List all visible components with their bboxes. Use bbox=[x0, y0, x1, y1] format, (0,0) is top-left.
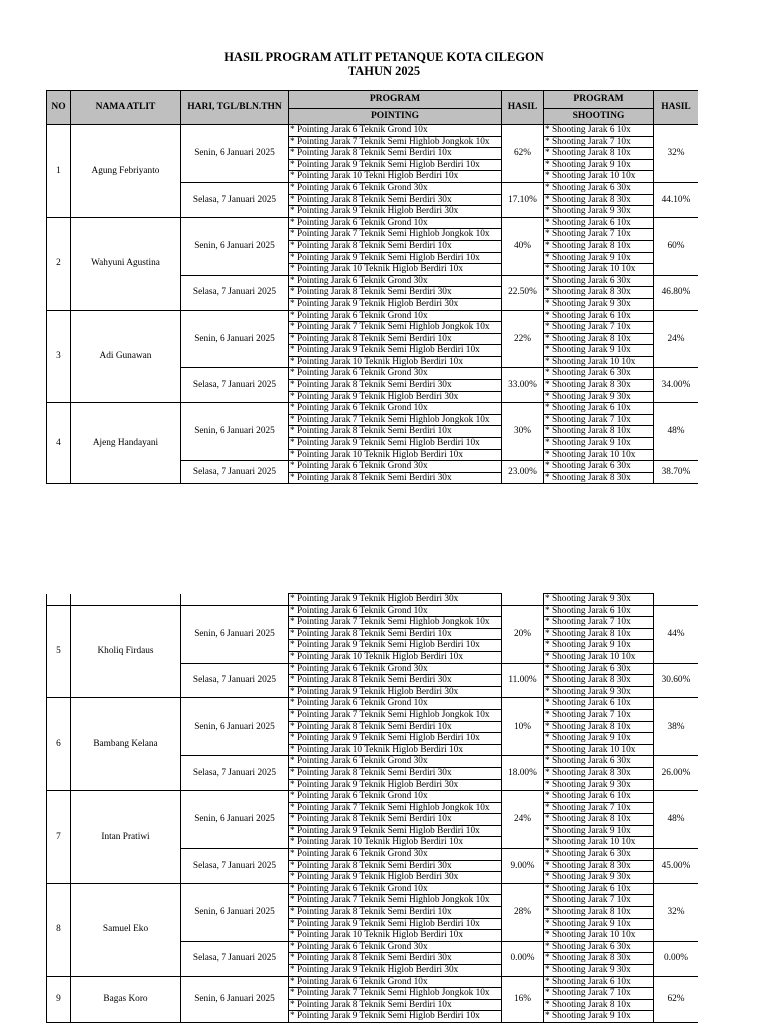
shooting-program-item: * Shooting Jarak 9 10x bbox=[544, 252, 654, 264]
pointing-program-item: * Pointing Jarak 7 Teknik Semi Highlob Jongkok 10x bbox=[289, 617, 502, 629]
session-date: Selasa, 7 Januari 2025 bbox=[181, 182, 289, 217]
session-date: Selasa, 7 Januari 2025 bbox=[181, 275, 289, 310]
shooting-program-item: * Shooting Jarak 6 10x bbox=[544, 883, 654, 895]
pointing-program-item: * Pointing Jarak 8 Teknik Semi Berdiri 10x bbox=[289, 628, 502, 640]
session-date: Senin, 6 Januari 2025 bbox=[181, 698, 289, 756]
document-title: HASIL PROGRAM ATLIT PETANQUE KOTA CILEGON bbox=[224, 50, 544, 64]
shooting-program-item: * Shooting Jarak 6 30x bbox=[544, 461, 654, 473]
session-date: Senin, 6 Januari 2025 bbox=[181, 403, 289, 461]
athlete-name: Ajeng Handayani bbox=[71, 403, 181, 484]
shooting-program-item: * Shooting Jarak 9 30x bbox=[544, 965, 654, 977]
athlete-name: Adi Gunawan bbox=[71, 310, 181, 403]
pointing-program-item: * Pointing Jarak 9 Teknik Higlob Berdiri 30x bbox=[289, 206, 502, 218]
shooting-program-item: * Shooting Jarak 10 10x bbox=[544, 171, 654, 183]
table-row bbox=[47, 791, 699, 803]
athlete-number: 7 bbox=[47, 791, 71, 884]
session-date: Selasa, 7 Januari 2025 bbox=[181, 461, 289, 484]
pointing-program-item: * Pointing Jarak 10 Tekni Higlob Berdiri 10x bbox=[289, 171, 502, 183]
shooting-program-item: * Shooting Jarak 9 10x bbox=[544, 918, 654, 930]
pointing-program-item: * Pointing Jarak 6 Teknik Grond 10x bbox=[289, 605, 502, 617]
pointing-program-item: * Pointing Jarak 8 Teknik Semi Berdiri 30x bbox=[289, 194, 502, 206]
shooting-program-item: * Shooting Jarak 9 30x bbox=[544, 872, 654, 884]
shooting-program-item: * Shooting Jarak 7 10x bbox=[544, 802, 654, 814]
shooting-program-item: * Shooting Jarak 6 10x bbox=[544, 698, 654, 710]
athlete-name: Kholiq Firdaus bbox=[71, 605, 181, 698]
shooting-program-item: * Shooting Jarak 6 30x bbox=[544, 941, 654, 953]
pointing-program-item: * Pointing Jarak 9 Teknik Semi Higlob Berdiri 10x bbox=[289, 733, 502, 745]
shooting-program-item: * Shooting Jarak 9 30x bbox=[544, 206, 654, 218]
shooting-program-item: * Shooting Jarak 8 10x bbox=[544, 721, 654, 733]
shooting-program-item: * Shooting Jarak 8 10x bbox=[544, 814, 654, 826]
pointing-program-item: * Pointing Jarak 6 Teknik Grond 10x bbox=[289, 403, 502, 415]
shooting-program-item: * Shooting Jarak 7 10x bbox=[544, 229, 654, 241]
pointing-program-item: * Pointing Jarak 6 Teknik Grond 10x bbox=[289, 883, 502, 895]
pointing-result: 20% bbox=[502, 605, 544, 663]
table-row bbox=[47, 883, 699, 895]
pointing-result: 28% bbox=[502, 883, 544, 941]
pointing-program-item: * Pointing Jarak 7 Teknik Semi Highlob Jongkok 10x bbox=[289, 322, 502, 334]
shooting-result: 45.00% bbox=[654, 849, 699, 884]
shooting-program-item: * Shooting Jarak 9 30x bbox=[544, 779, 654, 791]
table-row bbox=[47, 125, 699, 137]
shooting-program-item: * Shooting Jarak 10 10x bbox=[544, 449, 654, 461]
session-date: Selasa, 7 Januari 2025 bbox=[181, 849, 289, 884]
table-row bbox=[47, 403, 699, 415]
shooting-program-item: * Shooting Jarak 8 10x bbox=[544, 907, 654, 919]
pointing-program-item: * Pointing Jarak 10 Teknik Higlob Berdiri 10x bbox=[289, 651, 502, 663]
shooting-program-item: * Shooting Jarak 7 10x bbox=[544, 895, 654, 907]
pointing-result: 24% bbox=[502, 791, 544, 849]
pointing-program-item: * Pointing Jarak 6 Teknik Grond 10x bbox=[289, 791, 502, 803]
pointing-program-item: * Pointing Jarak 8 Teknik Semi Berdiri 10x bbox=[289, 240, 502, 252]
shooting-program-item: * Shooting Jarak 7 10x bbox=[544, 322, 654, 334]
header-hasil-pointing: HASIL bbox=[502, 91, 544, 125]
shooting-program-item: * Shooting Jarak 9 30x bbox=[544, 686, 654, 698]
empty-cell bbox=[181, 594, 289, 606]
shooting-program-item: * Shooting Jarak 6 10x bbox=[544, 217, 654, 229]
pointing-program-item: * Pointing Jarak 9 Teknik Semi Higlob Berdiri 10x bbox=[289, 918, 502, 930]
table-row bbox=[47, 698, 699, 710]
athlete-number: 9 bbox=[47, 976, 71, 1022]
session-date: Selasa, 7 Januari 2025 bbox=[181, 368, 289, 403]
pointing-program-item: * Pointing Jarak 9 Teknik Semi Higlob Berdiri 10x bbox=[289, 825, 502, 837]
pointing-result: 40% bbox=[502, 217, 544, 275]
pointing-program-item: * Pointing Jarak 6 Teknik Grond 30x bbox=[289, 663, 502, 675]
pointing-program-item: * Pointing Jarak 8 Teknik Semi Berdiri 10x bbox=[289, 148, 502, 160]
pointing-program-item: * Pointing Jarak 8 Teknik Semi Berdiri 10x bbox=[289, 907, 502, 919]
shooting-program-item: * Shooting Jarak 9 10x bbox=[544, 1011, 654, 1023]
pointing-program-item: * Pointing Jarak 8 Teknik Semi Berdiri 30x bbox=[289, 860, 502, 872]
table-row bbox=[47, 217, 699, 229]
pointing-program-item: * Pointing Jarak 6 Teknik Grond 30x bbox=[289, 368, 502, 380]
results-table-page-2 bbox=[46, 593, 698, 1024]
empty-cell bbox=[71, 594, 181, 606]
shooting-result: 30.60% bbox=[654, 663, 699, 698]
empty-cell bbox=[654, 594, 699, 606]
pointing-result: 22.50% bbox=[502, 275, 544, 310]
shooting-program-item: * Shooting Jarak 8 30x bbox=[544, 287, 654, 299]
pointing-program-item: * Pointing Jarak 10 Teknik Higlob Berdiri 10x bbox=[289, 264, 502, 276]
shooting-program-item: * Shooting Jarak 8 30x bbox=[544, 675, 654, 687]
empty-cell bbox=[47, 594, 71, 606]
shooting-program-item: * Shooting Jarak 10 10x bbox=[544, 930, 654, 942]
shooting-program-item: * Shooting Jarak 6 30x bbox=[544, 275, 654, 287]
session-date: Senin, 6 Januari 2025 bbox=[181, 310, 289, 368]
shooting-program-item: * Shooting Jarak 8 30x bbox=[544, 380, 654, 392]
shooting-program-item: * Shooting Jarak 8 10x bbox=[544, 999, 654, 1011]
pointing-program-item: * Pointing Jarak 8 Teknik Semi Berdiri 10x bbox=[289, 814, 502, 826]
pointing-program-item: * Pointing Jarak 6 Teknik Grond 10x bbox=[289, 698, 502, 710]
shooting-program-item: * Shooting Jarak 8 10x bbox=[544, 148, 654, 160]
shooting-result: 62% bbox=[654, 976, 699, 1022]
shooting-program-item: * Shooting Jarak 9 10x bbox=[544, 438, 654, 450]
pointing-program-item: * Pointing Jarak 8 Teknik Semi Berdiri 30x bbox=[289, 767, 502, 779]
pointing-result: 0.00% bbox=[502, 941, 544, 976]
pointing-program-item: * Pointing Jarak 9 Teknik Higlob Berdiri 30x bbox=[289, 872, 502, 884]
pointing-program-item: * Pointing Jarak 7 Teknik Semi Highlob Jongkok 10x bbox=[289, 802, 502, 814]
shooting-program-item: * Shooting Jarak 10 10x bbox=[544, 356, 654, 368]
pointing-program-item: * Pointing Jarak 9 Teknik Higlob Berdiri 30x bbox=[289, 965, 502, 977]
pointing-result: 17.10% bbox=[502, 182, 544, 217]
shooting-result: 24% bbox=[654, 310, 699, 368]
shooting-program-item: * Shooting Jarak 9 10x bbox=[544, 640, 654, 652]
pointing-result: 33.00% bbox=[502, 368, 544, 403]
shooting-program-item: * Shooting Jarak 10 10x bbox=[544, 264, 654, 276]
session-date: Selasa, 7 Januari 2025 bbox=[181, 941, 289, 976]
pointing-result: 62% bbox=[502, 125, 544, 183]
pointing-program-item: * Pointing Jarak 6 Teknik Grond 10x bbox=[289, 217, 502, 229]
athlete-number: 3 bbox=[47, 310, 71, 403]
shooting-program-item: * Shooting Jarak 6 30x bbox=[544, 182, 654, 194]
results-table-page-1 bbox=[46, 90, 698, 490]
shooting-program-item: * Shooting Jarak 6 10x bbox=[544, 403, 654, 415]
shooting-program-item: * Shooting Jarak 6 10x bbox=[544, 310, 654, 322]
pointing-program-item: * Pointing Jarak 6 Teknik Grond 30x bbox=[289, 941, 502, 953]
athlete-name: Bambang Kelana bbox=[71, 698, 181, 791]
shooting-program-item: * Shooting Jarak 6 10x bbox=[544, 976, 654, 988]
shooting-program-item: * Shooting Jarak 9 30x bbox=[544, 594, 654, 606]
shooting-result: 48% bbox=[654, 791, 699, 849]
pointing-program-item: * Pointing Jarak 10 Teknik Higlob Berdiri 10x bbox=[289, 449, 502, 461]
athlete-name: Agung Febriyanto bbox=[71, 125, 181, 218]
session-date: Senin, 6 Januari 2025 bbox=[181, 605, 289, 663]
shooting-result: 0.00% bbox=[654, 941, 699, 976]
shooting-program-item: * Shooting Jarak 6 10x bbox=[544, 125, 654, 137]
pointing-program-item: * Pointing Jarak 8 Teknik Semi Berdiri 30x bbox=[289, 953, 502, 965]
pointing-program-item: * Pointing Jarak 9 Teknik Semi Higlob Berdiri 10x bbox=[289, 345, 502, 357]
pointing-program-item: * Pointing Jarak 10 Teknik Higlob Berdiri 10x bbox=[289, 744, 502, 756]
document-subtitle: TAHUN 2025 bbox=[347, 64, 421, 78]
shooting-program-item: * Shooting Jarak 10 10x bbox=[544, 837, 654, 849]
athlete-number: 2 bbox=[47, 217, 71, 310]
shooting-program-item: * Shooting Jarak 8 30x bbox=[544, 472, 654, 484]
pointing-program-item: * Pointing Jarak 9 Teknik Higlob Berdiri 30x bbox=[289, 391, 502, 403]
pointing-result: 22% bbox=[502, 310, 544, 368]
pointing-program-item: * Pointing Jarak 7 Teknik Semi Highlob Jongkok 10x bbox=[289, 895, 502, 907]
header-hasil-shooting: HASIL bbox=[654, 91, 699, 125]
pointing-program-item: * Pointing Jarak 7 Teknik Semi Highlob Jongkok 10x bbox=[289, 709, 502, 721]
pointing-program-item: * Pointing Jarak 9 Teknik Semi Higlob Berdiri 10x bbox=[289, 1011, 502, 1023]
pointing-program-item: * Pointing Jarak 9 Teknik Semi Higlob Berdiri 10x bbox=[289, 438, 502, 450]
pointing-program-item: * Pointing Jarak 8 Teknik Semi Berdiri 30x bbox=[289, 380, 502, 392]
pointing-program-item: * Pointing Jarak 6 Teknik Grond 10x bbox=[289, 976, 502, 988]
athlete-number: 4 bbox=[47, 403, 71, 484]
pointing-program-item: * Pointing Jarak 9 Teknik Higlob Berdiri 30x bbox=[289, 594, 502, 606]
shooting-program-item: * Shooting Jarak 8 30x bbox=[544, 953, 654, 965]
pointing-program-item: * Pointing Jarak 8 Teknik Semi Berdiri 10x bbox=[289, 333, 502, 345]
pointing-program-item: * Pointing Jarak 9 Teknik Higlob Berdiri 30x bbox=[289, 779, 502, 791]
pointing-program-item: * Pointing Jarak 8 Teknik Semi Berdiri 30x bbox=[289, 472, 502, 484]
shooting-program-item: * Shooting Jarak 8 10x bbox=[544, 628, 654, 640]
header-nama-atlit: NAMA ATLIT bbox=[71, 91, 181, 125]
session-date: Selasa, 7 Januari 2025 bbox=[181, 756, 289, 791]
pointing-program-item: * Pointing Jarak 6 Teknik Grond 30x bbox=[289, 849, 502, 861]
shooting-program-item: * Shooting Jarak 7 10x bbox=[544, 988, 654, 1000]
pointing-program-item: * Pointing Jarak 9 Teknik Semi Higlob Berdiri 10x bbox=[289, 252, 502, 264]
shooting-result: 32% bbox=[654, 883, 699, 941]
athlete-name: Wahyuni Agustina bbox=[71, 217, 181, 310]
shooting-program-item: * Shooting Jarak 6 10x bbox=[544, 605, 654, 617]
shooting-program-item: * Shooting Jarak 8 10x bbox=[544, 333, 654, 345]
shooting-program-item: * Shooting Jarak 8 10x bbox=[544, 240, 654, 252]
shooting-program-item: * Shooting Jarak 10 10x bbox=[544, 744, 654, 756]
shooting-result: 38% bbox=[654, 698, 699, 756]
header-hari-tanggal: HARI, TGL/BLN.THN bbox=[181, 91, 289, 125]
header-program-pointing: PROGRAM bbox=[289, 91, 502, 109]
table-row bbox=[47, 310, 699, 322]
pointing-program-item: * Pointing Jarak 7 Teknik Semi Highlob Jongkok 10x bbox=[289, 136, 502, 148]
shooting-program-item: * Shooting Jarak 7 10x bbox=[544, 617, 654, 629]
shooting-program-item: * Shooting Jarak 10 10x bbox=[544, 651, 654, 663]
shooting-program-item: * Shooting Jarak 7 10x bbox=[544, 709, 654, 721]
shooting-program-item: * Shooting Jarak 9 30x bbox=[544, 391, 654, 403]
athlete-name: Bagas Koro bbox=[71, 976, 181, 1022]
shooting-result: 44.10% bbox=[654, 182, 699, 217]
pointing-result: 11.00% bbox=[502, 663, 544, 698]
shooting-program-item: * Shooting Jarak 9 30x bbox=[544, 298, 654, 310]
pointing-program-item: * Pointing Jarak 9 Teknik Higlob Berdiri 30x bbox=[289, 686, 502, 698]
pointing-program-item: * Pointing Jarak 8 Teknik Semi Berdiri 10x bbox=[289, 999, 502, 1011]
pointing-program-item: * Pointing Jarak 10 Teknik Higlob Berdiri 10x bbox=[289, 930, 502, 942]
pointing-program-item: * Pointing Jarak 8 Teknik Semi Berdiri 10x bbox=[289, 721, 502, 733]
header-shooting: SHOOTING bbox=[544, 109, 654, 125]
shooting-program-item: * Shooting Jarak 9 10x bbox=[544, 733, 654, 745]
pointing-program-item: * Pointing Jarak 6 Teknik Grond 30x bbox=[289, 461, 502, 473]
pointing-result: 16% bbox=[502, 976, 544, 1022]
pointing-program-item: * Pointing Jarak 6 Teknik Grond 30x bbox=[289, 756, 502, 768]
shooting-program-item: * Shooting Jarak 6 30x bbox=[544, 756, 654, 768]
athlete-name: Intan Pratiwi bbox=[71, 791, 181, 884]
shooting-program-item: * Shooting Jarak 8 10x bbox=[544, 426, 654, 438]
shooting-result: 46.80% bbox=[654, 275, 699, 310]
session-date: Senin, 6 Januari 2025 bbox=[181, 883, 289, 941]
session-date: Senin, 6 Januari 2025 bbox=[181, 791, 289, 849]
athlete-number: 6 bbox=[47, 698, 71, 791]
pointing-program-item: * Pointing Jarak 10 Teknik Higlob Berdiri 10x bbox=[289, 356, 502, 368]
shooting-result: 38.70% bbox=[654, 461, 699, 484]
shooting-program-item: * Shooting Jarak 9 10x bbox=[544, 825, 654, 837]
pointing-result: 18.00% bbox=[502, 756, 544, 791]
shooting-program-item: * Shooting Jarak 7 10x bbox=[544, 136, 654, 148]
shooting-program-item: * Shooting Jarak 9 10x bbox=[544, 159, 654, 171]
athlete-number: 1 bbox=[47, 125, 71, 218]
shooting-program-item: * Shooting Jarak 6 30x bbox=[544, 663, 654, 675]
shooting-program-item: * Shooting Jarak 8 30x bbox=[544, 194, 654, 206]
session-date: Senin, 6 Januari 2025 bbox=[181, 217, 289, 275]
shooting-result: 44% bbox=[654, 605, 699, 663]
table-row bbox=[47, 976, 699, 988]
athlete-number: 8 bbox=[47, 883, 71, 976]
pointing-program-item: * Pointing Jarak 7 Teknik Semi Highlob Jongkok 10x bbox=[289, 414, 502, 426]
shooting-result: 48% bbox=[654, 403, 699, 461]
athlete-number: 5 bbox=[47, 605, 71, 698]
pointing-program-item: * Pointing Jarak 6 Teknik Grond 30x bbox=[289, 182, 502, 194]
pointing-result: 9.00% bbox=[502, 849, 544, 884]
pointing-program-item: * Pointing Jarak 10 Teknik Higlob Berdiri 10x bbox=[289, 837, 502, 849]
pointing-program-item: * Pointing Jarak 6 Teknik Grond 10x bbox=[289, 125, 502, 137]
shooting-program-item: * Shooting Jarak 6 10x bbox=[544, 791, 654, 803]
pointing-program-item: * Pointing Jarak 6 Teknik Grond 30x bbox=[289, 275, 502, 287]
shooting-program-item: * Shooting Jarak 6 30x bbox=[544, 849, 654, 861]
pointing-result: 10% bbox=[502, 698, 544, 756]
athlete-name: Samuel Eko bbox=[71, 883, 181, 976]
shooting-program-item: * Shooting Jarak 9 10x bbox=[544, 345, 654, 357]
shooting-program-item: * Shooting Jarak 7 10x bbox=[544, 414, 654, 426]
pointing-program-item: * Pointing Jarak 8 Teknik Semi Berdiri 30x bbox=[289, 675, 502, 687]
pointing-program-item: * Pointing Jarak 7 Teknik Semi Highlob Jongkok 10x bbox=[289, 229, 502, 241]
header-program-shooting: PROGRAM bbox=[544, 91, 654, 109]
table-row-carryover bbox=[47, 594, 699, 606]
shooting-program-item: * Shooting Jarak 8 30x bbox=[544, 860, 654, 872]
session-date: Senin, 6 Januari 2025 bbox=[181, 976, 289, 1022]
pointing-program-item: * Pointing Jarak 6 Teknik Grond 10x bbox=[289, 310, 502, 322]
shooting-program-item: * Shooting Jarak 6 30x bbox=[544, 368, 654, 380]
shooting-result: 32% bbox=[654, 125, 699, 183]
empty-cell bbox=[502, 594, 544, 606]
pointing-program-item: * Pointing Jarak 8 Teknik Semi Berdiri 30x bbox=[289, 287, 502, 299]
table-row bbox=[47, 605, 699, 617]
pointing-program-item: * Pointing Jarak 9 Teknik Semi Higlob Berdiri 10x bbox=[289, 159, 502, 171]
shooting-result: 34.00% bbox=[654, 368, 699, 403]
shooting-result: 60% bbox=[654, 217, 699, 275]
pointing-result: 23.00% bbox=[502, 461, 544, 484]
pointing-result: 30% bbox=[502, 403, 544, 461]
session-date: Selasa, 7 Januari 2025 bbox=[181, 663, 289, 698]
shooting-result: 26.00% bbox=[654, 756, 699, 791]
pointing-program-item: * Pointing Jarak 9 Teknik Higlob Berdiri 30x bbox=[289, 298, 502, 310]
header-pointing: POINTING bbox=[289, 109, 502, 125]
header-no: NO bbox=[47, 91, 71, 125]
pointing-program-item: * Pointing Jarak 8 Teknik Semi Berdiri 10x bbox=[289, 426, 502, 438]
pointing-program-item: * Pointing Jarak 7 Teknik Semi Highlob Jongkok 10x bbox=[289, 988, 502, 1000]
session-date: Senin, 6 Januari 2025 bbox=[181, 125, 289, 183]
shooting-program-item: * Shooting Jarak 8 30x bbox=[544, 767, 654, 779]
pointing-program-item: * Pointing Jarak 9 Teknik Semi Higlob Berdiri 10x bbox=[289, 640, 502, 652]
